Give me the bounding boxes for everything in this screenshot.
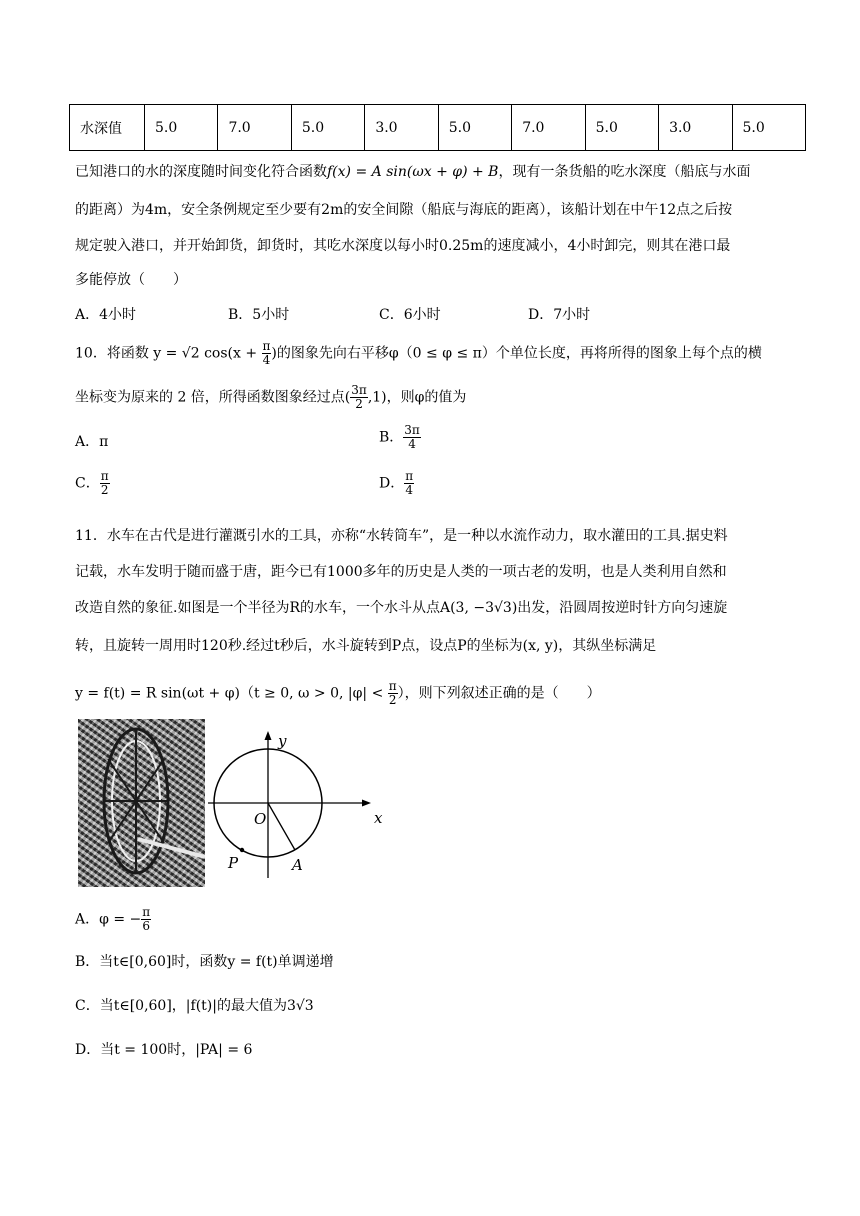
table-cell: 5.0 xyxy=(732,105,806,151)
q10-text: 坐标变为原来的 2 倍，所得函数图象经过点( xyxy=(75,389,351,406)
q11-option-a: A．φ = − $\frac{\pi}{6}$ xyxy=(75,905,151,933)
q11-line-1: 11．水车在古代是进行灌溉引水的工具，亦称“水转筒车”，是一种以水流作动力，取水灌田的工具.据史料 xyxy=(75,528,728,544)
table-cell: 7.0 xyxy=(218,105,291,151)
water-depth-table xyxy=(69,104,806,151)
q11-text: ），则下列叙述正确的是（ ） xyxy=(397,685,601,702)
q10-option-d: D． $\frac{\pi}{4}$ xyxy=(379,469,414,497)
x-axis-arrow xyxy=(362,800,371,807)
table-cell: 5.0 xyxy=(585,105,658,151)
q9-text: 已知港口的水的深度随时间变化符合函数 xyxy=(75,164,327,180)
q10-option-b: B． $\frac{3\pi}{4}$ xyxy=(379,423,420,451)
table-cell: 3.0 xyxy=(365,105,438,151)
q10-text: ,1)，则φ的值为 xyxy=(367,389,467,406)
q10-text: )的图象先向右平移φ（0 ≤ φ ≤ π）个单位长度，再将所得的图象上每个点的横 xyxy=(271,345,762,362)
q9-line-4: 多能停放（ ） xyxy=(75,272,187,288)
q11-line-4: 转，且旋转一周用时120秒.经过t秒后，水斗旋转到P点，设点P的坐标为(x, y)，其纵坐标满足 xyxy=(75,638,657,654)
q10-line-1 xyxy=(75,340,762,367)
label-x: x xyxy=(374,809,383,827)
y-axis-arrow xyxy=(265,731,272,740)
q10-option-c: C． $\frac{\pi}{2}$ xyxy=(75,469,109,497)
q11-line-5 xyxy=(75,680,601,707)
coordinate-circle-icon xyxy=(208,728,388,878)
q9-line-1 xyxy=(75,162,750,182)
table-cell: 7.0 xyxy=(512,105,585,151)
q9-line-2: 的距离）为4m，安全条例规定至少要有2m的安全间隙（船底与海底的距离），该船计划在中午12点之后按 xyxy=(75,202,733,218)
q10-fraction: $\frac{3\pi}{2}$ xyxy=(351,383,367,411)
table-row xyxy=(70,105,806,151)
circle-diagram xyxy=(208,728,388,882)
q10-text: 10．将函数 y = √2 cos(x + xyxy=(75,345,262,362)
table-cell: 5.0 xyxy=(291,105,364,151)
q11-fraction: $\frac{\pi}{2}$ xyxy=(388,679,397,707)
q10-fraction: $\frac{\pi}{4}$ xyxy=(262,339,271,367)
q11-line-2: 记载，水车发明于随而盛于唐，距今已有1000多年的历史是人类的一项古老的发明，也是人类利用自然和 xyxy=(75,564,727,580)
table-cell: 5.0 xyxy=(438,105,511,151)
q10-line-2 xyxy=(75,384,466,411)
q11-option-d: D．当t = 100时，|PA| = 6 xyxy=(75,1042,253,1058)
point-p xyxy=(240,848,244,852)
q11-text: y = f(t) = R sin(ωt + φ)（t ≥ 0, ω > 0, |φ| < xyxy=(75,685,388,702)
q11-line-3: 改造自然的象征.如图是一个半径为R的水车，一个水斗从点A(3, −3√3)出发，沿圆周按逆时针方向匀速旋 xyxy=(75,600,728,616)
q9-line-3: 规定驶入港口，并开始卸货，卸货时，其吃水深度以每小时0.25m的速度减小，4小时卸完，则其在港口最 xyxy=(75,238,731,254)
q11-option-b: B．当t∈[0,60]时，函数y = f(t)单调递增 xyxy=(75,954,334,970)
q9-formula: f(x) = A sin(ωx + φ) + B xyxy=(327,164,499,180)
radius-oa xyxy=(268,803,295,850)
table-cell: 5.0 xyxy=(145,105,218,151)
q11-option-c: C．当t∈[0,60]，|f(t)|的最大值为3√3 xyxy=(75,998,314,1014)
table-cell: 3.0 xyxy=(659,105,732,151)
label-y: y xyxy=(278,732,287,750)
waterwheel-photo xyxy=(78,719,205,887)
q9-option-b: B．5小时 xyxy=(228,307,290,323)
label-a: A xyxy=(292,856,303,874)
label-p: P xyxy=(228,854,239,872)
table-header-cell: 水深值 xyxy=(70,105,145,151)
q9-option-c: C．6小时 xyxy=(379,307,441,323)
q9-option-a: A．4小时 xyxy=(75,307,137,323)
q9-option-d: D．7小时 xyxy=(528,307,591,323)
waterwheel-icon xyxy=(78,719,205,887)
q10-option-a: A．π xyxy=(75,434,109,450)
label-o: O xyxy=(254,810,267,828)
q9-text: ，现有一条货船的吃水深度（船底与水面 xyxy=(498,164,751,180)
